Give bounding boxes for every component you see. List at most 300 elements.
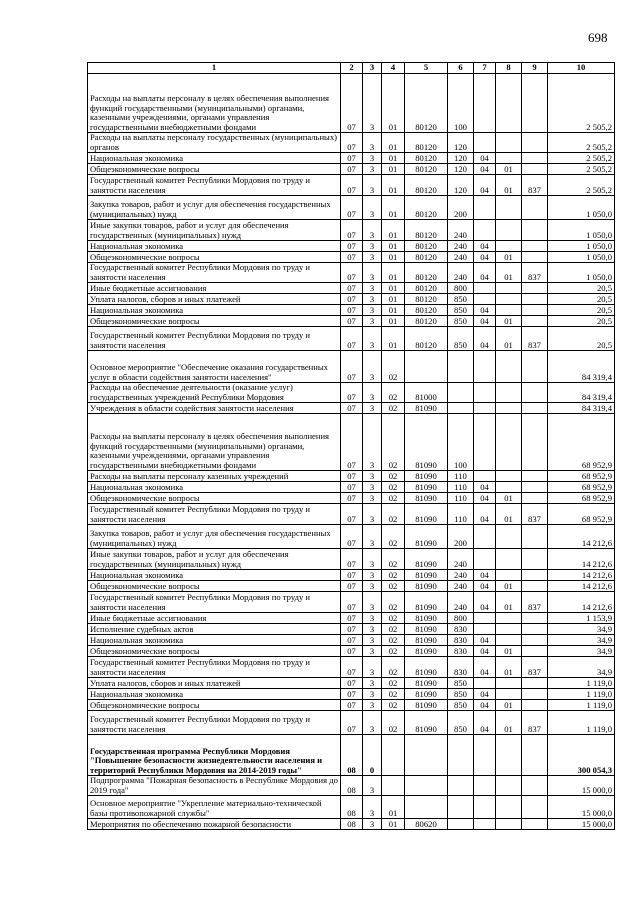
row-code-2: 07 xyxy=(341,482,363,493)
table-row xyxy=(88,657,615,678)
row-code-6: 240 xyxy=(448,592,474,613)
row-code-9 xyxy=(522,241,548,252)
row-code-5: 81000 xyxy=(405,383,448,403)
row-code-9 xyxy=(522,570,548,581)
row-code-2: 07 xyxy=(341,383,363,403)
header-cell: 4 xyxy=(382,63,405,74)
row-description: Общеэкономические вопросы xyxy=(88,316,341,327)
row-code-7 xyxy=(474,403,496,414)
row-code-5 xyxy=(405,351,448,383)
row-code-4: 01 xyxy=(382,74,405,133)
row-code-2: 08 xyxy=(341,819,363,830)
row-code-2: 07 xyxy=(341,471,363,482)
row-code-6: 850 xyxy=(448,316,474,327)
row-code-3: 3 xyxy=(363,635,382,646)
row-amount: 14 212,6 xyxy=(548,592,615,613)
row-amount: 68 952,9 xyxy=(548,471,615,482)
row-description: Национальная экономика xyxy=(88,635,341,646)
row-code-3: 3 xyxy=(363,581,382,592)
table-row xyxy=(88,383,615,403)
row-code-4: 02 xyxy=(382,570,405,581)
row-code-2: 07 xyxy=(341,493,363,504)
row-amount: 14 212,6 xyxy=(548,570,615,581)
row-code-8: 01 xyxy=(496,175,522,196)
row-description: Закупка товаров, работ и услуг для обеспечения государственных (муниципальных) нужд xyxy=(88,196,341,220)
header-cell: 6 xyxy=(448,63,474,74)
table-row xyxy=(88,351,615,383)
row-code-9 xyxy=(522,635,548,646)
row-code-7 xyxy=(474,471,496,482)
row-code-3: 3 xyxy=(363,252,382,263)
row-code-8 xyxy=(496,294,522,305)
row-code-7 xyxy=(474,196,496,220)
row-code-9 xyxy=(522,383,548,403)
row-code-5: 81090 xyxy=(405,689,448,700)
row-description: Исполнение судебных актов xyxy=(88,624,341,635)
row-code-3: 3 xyxy=(363,383,382,403)
row-amount: 1 050,0 xyxy=(548,196,615,220)
row-description: Общеэкономические вопросы xyxy=(88,646,341,657)
row-code-5 xyxy=(405,776,448,796)
row-amount: 20,5 xyxy=(548,305,615,316)
row-code-7: 04 xyxy=(474,493,496,504)
row-code-3: 3 xyxy=(363,493,382,504)
table-row xyxy=(88,624,615,635)
row-code-6 xyxy=(448,776,474,796)
row-code-9 xyxy=(522,624,548,635)
header-cell: 10 xyxy=(548,63,615,74)
row-code-4: 02 xyxy=(382,635,405,646)
row-code-7 xyxy=(474,283,496,294)
row-code-7: 04 xyxy=(474,316,496,327)
row-amount: 2 505,2 xyxy=(548,164,615,175)
row-code-7: 04 xyxy=(474,570,496,581)
row-description: Расходы на обеспечение деятельности (оказание услуг) государственных учреждений Республики Мордовия xyxy=(88,383,341,403)
row-code-7 xyxy=(474,351,496,383)
table-row xyxy=(88,74,615,133)
row-code-5 xyxy=(405,796,448,819)
row-amount: 1 119,0 xyxy=(548,711,615,735)
table-row xyxy=(88,305,615,316)
table-header xyxy=(88,63,615,74)
table-row xyxy=(88,414,615,471)
row-code-5: 80120 xyxy=(405,252,448,263)
row-code-3: 3 xyxy=(363,327,382,351)
row-code-2: 07 xyxy=(341,316,363,327)
row-code-3: 3 xyxy=(363,678,382,689)
row-amount: 1 050,0 xyxy=(548,263,615,283)
row-description: Иные бюджетные ассигнования xyxy=(88,613,341,624)
row-description: Расходы на выплаты персоналу в целях обеспечения выполнения функций государственными (муниципальными) органами, казенными учреждениями, органами управления государственными внебюджетными фондами xyxy=(88,74,341,133)
row-code-6 xyxy=(448,403,474,414)
row-code-4 xyxy=(382,776,405,796)
row-description: Иные закупки товаров, работ и услуг для обеспечения государственных (муниципальных) нужд xyxy=(88,549,341,570)
row-code-2: 07 xyxy=(341,263,363,283)
row-code-2: 07 xyxy=(341,164,363,175)
row-code-9 xyxy=(522,74,548,133)
row-code-3: 3 xyxy=(363,403,382,414)
row-description: Основное мероприятие "Укрепление материально-технической базы противопожарной службы" xyxy=(88,796,341,819)
row-code-6: 830 xyxy=(448,624,474,635)
row-code-5: 80120 xyxy=(405,164,448,175)
row-code-5: 81090 xyxy=(405,678,448,689)
row-code-2: 08 xyxy=(341,776,363,796)
table-row xyxy=(88,689,615,700)
row-code-6: 850 xyxy=(448,294,474,305)
row-code-9 xyxy=(522,482,548,493)
row-code-8 xyxy=(496,283,522,294)
row-code-4: 01 xyxy=(382,796,405,819)
row-code-3: 3 xyxy=(363,776,382,796)
header-cell: 3 xyxy=(363,63,382,74)
row-code-7: 04 xyxy=(474,327,496,351)
row-code-2: 07 xyxy=(341,549,363,570)
row-code-5: 81090 xyxy=(405,592,448,613)
header-cell: 5 xyxy=(405,63,448,74)
row-code-6: 830 xyxy=(448,646,474,657)
row-code-7: 04 xyxy=(474,581,496,592)
row-amount: 300 054,3 xyxy=(548,735,615,776)
row-description: Общеэкономические вопросы xyxy=(88,581,341,592)
table-row xyxy=(88,678,615,689)
row-code-2: 07 xyxy=(341,646,363,657)
row-code-2: 07 xyxy=(341,711,363,735)
row-code-5: 80120 xyxy=(405,294,448,305)
row-code-4: 02 xyxy=(382,493,405,504)
row-code-8: 01 xyxy=(496,164,522,175)
row-description: Расходы на выплаты персоналу государственных (муниципальных) органов xyxy=(88,133,341,153)
row-code-5: 80120 xyxy=(405,153,448,164)
row-code-9 xyxy=(522,493,548,504)
row-description: Государственный комитет Республики Мордовия по труду и занятости населения xyxy=(88,592,341,613)
row-code-2: 08 xyxy=(341,796,363,819)
row-code-5: 80120 xyxy=(405,241,448,252)
row-code-2: 07 xyxy=(341,689,363,700)
row-code-3: 3 xyxy=(363,482,382,493)
row-description: Национальная экономика xyxy=(88,570,341,581)
row-code-9 xyxy=(522,700,548,711)
row-amount: 34,9 xyxy=(548,624,615,635)
row-description: Национальная экономика xyxy=(88,241,341,252)
row-code-3: 3 xyxy=(363,316,382,327)
row-code-9 xyxy=(522,316,548,327)
row-code-4: 01 xyxy=(382,164,405,175)
row-code-4: 01 xyxy=(382,316,405,327)
row-code-3: 3 xyxy=(363,153,382,164)
row-code-5: 81090 xyxy=(405,646,448,657)
row-description: Расходы на выплаты персоналу в целях обеспечения выполнения функций государственными (муниципальными) органами, казенными учреждениями, органами управления государственными внебюджетными фондами xyxy=(88,414,341,471)
row-code-8: 01 xyxy=(496,316,522,327)
row-code-7 xyxy=(474,735,496,776)
row-code-7: 04 xyxy=(474,689,496,700)
row-amount: 34,9 xyxy=(548,657,615,678)
row-code-6 xyxy=(448,351,474,383)
row-code-8 xyxy=(496,549,522,570)
row-code-8: 01 xyxy=(496,327,522,351)
row-code-5: 80620 xyxy=(405,819,448,830)
row-code-5: 80120 xyxy=(405,133,448,153)
row-amount: 1 050,0 xyxy=(548,220,615,241)
row-code-4: 01 xyxy=(382,263,405,283)
row-code-6: 830 xyxy=(448,635,474,646)
row-code-5: 80120 xyxy=(405,316,448,327)
row-amount: 20,5 xyxy=(548,316,615,327)
row-code-7 xyxy=(474,220,496,241)
row-code-4: 02 xyxy=(382,581,405,592)
row-code-5: 81090 xyxy=(405,493,448,504)
row-amount: 14 212,6 xyxy=(548,549,615,570)
row-code-2: 07 xyxy=(341,403,363,414)
row-code-4: 01 xyxy=(382,133,405,153)
row-code-5: 81090 xyxy=(405,624,448,635)
row-code-4: 02 xyxy=(382,549,405,570)
row-amount: 84 319,4 xyxy=(548,403,615,414)
row-code-4: 02 xyxy=(382,678,405,689)
row-code-4 xyxy=(382,735,405,776)
row-code-9: 837 xyxy=(522,263,548,283)
row-code-6 xyxy=(448,735,474,776)
row-code-5: 81090 xyxy=(405,657,448,678)
row-code-4: 01 xyxy=(382,283,405,294)
row-code-6: 850 xyxy=(448,305,474,316)
row-code-5: 81090 xyxy=(405,581,448,592)
row-code-4: 02 xyxy=(382,700,405,711)
row-code-6: 850 xyxy=(448,711,474,735)
row-code-9 xyxy=(522,689,548,700)
row-code-6 xyxy=(448,796,474,819)
table-row xyxy=(88,294,615,305)
row-code-8 xyxy=(496,471,522,482)
row-code-6: 110 xyxy=(448,482,474,493)
row-code-6: 240 xyxy=(448,252,474,263)
row-code-9 xyxy=(522,525,548,549)
row-amount: 68 952,9 xyxy=(548,414,615,471)
row-code-3: 3 xyxy=(363,283,382,294)
table-row xyxy=(88,175,615,196)
row-code-4: 02 xyxy=(382,613,405,624)
row-code-4: 02 xyxy=(382,403,405,414)
row-code-9 xyxy=(522,153,548,164)
row-code-3: 3 xyxy=(363,471,382,482)
row-code-7 xyxy=(474,383,496,403)
row-code-8 xyxy=(496,735,522,776)
row-code-6: 850 xyxy=(448,678,474,689)
row-code-7: 04 xyxy=(474,700,496,711)
row-code-9 xyxy=(522,414,548,471)
row-description: Государственный комитет Республики Мордовия по труду и занятости населения xyxy=(88,504,341,525)
row-code-4: 02 xyxy=(382,525,405,549)
row-code-6: 830 xyxy=(448,657,474,678)
row-code-9: 837 xyxy=(522,504,548,525)
row-code-2: 07 xyxy=(341,624,363,635)
row-code-7: 04 xyxy=(474,305,496,316)
row-code-8 xyxy=(496,196,522,220)
row-code-8 xyxy=(496,383,522,403)
row-code-8 xyxy=(496,220,522,241)
row-code-2: 07 xyxy=(341,700,363,711)
row-code-2: 07 xyxy=(341,241,363,252)
row-description: Расходы на выплаты персоналу казенных учреждений xyxy=(88,471,341,482)
table-row xyxy=(88,283,615,294)
row-description: Государственная программа Республики Мордовия "Повышение безопасности жизнедеятельности населения и территорий Республики Мордовия на 2014-2019 годы" xyxy=(88,735,341,776)
table-row xyxy=(88,776,615,796)
row-code-2: 07 xyxy=(341,570,363,581)
row-description: Общеэкономические вопросы xyxy=(88,164,341,175)
row-description: Основное мероприятие "Обеспечение оказания государственных услуг в области содействия занятости населения" xyxy=(88,351,341,383)
row-code-7: 04 xyxy=(474,153,496,164)
row-code-2: 07 xyxy=(341,657,363,678)
header-cell: 7 xyxy=(474,63,496,74)
row-code-3: 3 xyxy=(363,700,382,711)
row-code-3: 3 xyxy=(363,175,382,196)
row-code-7 xyxy=(474,819,496,830)
row-code-5: 80120 xyxy=(405,305,448,316)
row-code-6: 240 xyxy=(448,581,474,592)
row-code-4: 01 xyxy=(382,196,405,220)
row-code-2: 07 xyxy=(341,294,363,305)
row-code-8 xyxy=(496,635,522,646)
row-code-3: 3 xyxy=(363,570,382,581)
row-code-6: 100 xyxy=(448,414,474,471)
row-code-7 xyxy=(474,613,496,624)
row-code-3: 0 xyxy=(363,735,382,776)
row-amount: 20,5 xyxy=(548,294,615,305)
row-code-3: 3 xyxy=(363,796,382,819)
row-code-3: 3 xyxy=(363,164,382,175)
row-code-9 xyxy=(522,403,548,414)
row-code-4: 02 xyxy=(382,351,405,383)
row-code-6: 120 xyxy=(448,133,474,153)
row-amount: 15 000,0 xyxy=(548,796,615,819)
row-code-5: 81090 xyxy=(405,635,448,646)
row-code-3: 3 xyxy=(363,525,382,549)
row-code-5: 80120 xyxy=(405,74,448,133)
row-code-3: 3 xyxy=(363,196,382,220)
row-amount: 20,5 xyxy=(548,283,615,294)
row-code-3: 3 xyxy=(363,819,382,830)
row-amount: 68 952,9 xyxy=(548,493,615,504)
row-code-4: 01 xyxy=(382,305,405,316)
row-description: Подпрограмма "Пожарная безопасность в Республике Мордовия до 2019 года" xyxy=(88,776,341,796)
row-code-8 xyxy=(496,241,522,252)
row-code-7 xyxy=(474,414,496,471)
row-code-8 xyxy=(496,525,522,549)
row-amount: 2 505,2 xyxy=(548,153,615,164)
row-amount: 84 319,4 xyxy=(548,383,615,403)
row-code-7: 04 xyxy=(474,252,496,263)
row-description: Общеэкономические вопросы xyxy=(88,700,341,711)
row-code-8: 01 xyxy=(496,646,522,657)
table-row xyxy=(88,196,615,220)
row-code-5: 81090 xyxy=(405,549,448,570)
row-code-4: 02 xyxy=(382,471,405,482)
row-code-6: 120 xyxy=(448,164,474,175)
row-code-7 xyxy=(474,678,496,689)
row-code-3: 3 xyxy=(363,549,382,570)
row-code-9 xyxy=(522,776,548,796)
row-amount: 1 119,0 xyxy=(548,678,615,689)
row-code-4: 01 xyxy=(382,153,405,164)
row-amount: 2 505,2 xyxy=(548,133,615,153)
row-description: Общеэкономические вопросы xyxy=(88,493,341,504)
row-amount: 15 000,0 xyxy=(548,819,615,830)
row-code-9 xyxy=(522,819,548,830)
row-code-6: 200 xyxy=(448,196,474,220)
row-code-6: 240 xyxy=(448,241,474,252)
row-description: Уплата налогов, сборов и иных платежей xyxy=(88,678,341,689)
row-code-6: 800 xyxy=(448,613,474,624)
row-code-9 xyxy=(522,471,548,482)
row-code-7: 04 xyxy=(474,241,496,252)
header-cell: 9 xyxy=(522,63,548,74)
row-code-8: 01 xyxy=(496,504,522,525)
table-row xyxy=(88,403,615,414)
row-code-9 xyxy=(522,196,548,220)
row-code-4: 02 xyxy=(382,646,405,657)
table-row xyxy=(88,327,615,351)
row-code-3: 3 xyxy=(363,689,382,700)
row-description: Национальная экономика xyxy=(88,153,341,164)
row-code-3: 3 xyxy=(363,263,382,283)
row-code-7 xyxy=(474,624,496,635)
row-code-5: 81090 xyxy=(405,504,448,525)
row-code-2: 07 xyxy=(341,635,363,646)
row-code-8 xyxy=(496,482,522,493)
row-code-2: 07 xyxy=(341,196,363,220)
row-code-8 xyxy=(496,351,522,383)
row-code-6: 850 xyxy=(448,327,474,351)
table-row xyxy=(88,263,615,283)
row-code-2: 07 xyxy=(341,252,363,263)
row-code-5: 80120 xyxy=(405,220,448,241)
row-code-9 xyxy=(522,294,548,305)
row-code-7: 04 xyxy=(474,646,496,657)
row-code-4: 02 xyxy=(382,711,405,735)
row-code-9: 837 xyxy=(522,175,548,196)
row-amount: 68 952,9 xyxy=(548,482,615,493)
row-code-3: 3 xyxy=(363,133,382,153)
row-description: Государственный комитет Республики Мордовия по труду и занятости населения xyxy=(88,175,341,196)
row-code-9 xyxy=(522,283,548,294)
row-amount: 2 505,2 xyxy=(548,175,615,196)
row-code-8: 01 xyxy=(496,700,522,711)
row-amount: 1 050,0 xyxy=(548,252,615,263)
row-amount: 1 119,0 xyxy=(548,700,615,711)
row-code-5: 80120 xyxy=(405,263,448,283)
row-amount: 14 212,6 xyxy=(548,525,615,549)
table-row xyxy=(88,241,615,252)
row-code-8: 01 xyxy=(496,657,522,678)
row-code-9 xyxy=(522,646,548,657)
table-row xyxy=(88,153,615,164)
row-amount: 1 050,0 xyxy=(548,241,615,252)
row-code-5: 81090 xyxy=(405,482,448,493)
row-code-4: 02 xyxy=(382,624,405,635)
row-amount: 14 212,6 xyxy=(548,581,615,592)
row-code-7: 04 xyxy=(474,635,496,646)
row-code-2: 07 xyxy=(341,592,363,613)
row-code-8: 01 xyxy=(496,263,522,283)
row-code-4: 01 xyxy=(382,294,405,305)
row-description: Государственный комитет Республики Мордовия по труду и занятости населения xyxy=(88,327,341,351)
row-code-4: 01 xyxy=(382,819,405,830)
row-description: Национальная экономика xyxy=(88,305,341,316)
row-code-6: 200 xyxy=(448,525,474,549)
row-code-3: 3 xyxy=(363,294,382,305)
table-row xyxy=(88,592,615,613)
row-code-8 xyxy=(496,153,522,164)
row-code-8 xyxy=(496,796,522,819)
